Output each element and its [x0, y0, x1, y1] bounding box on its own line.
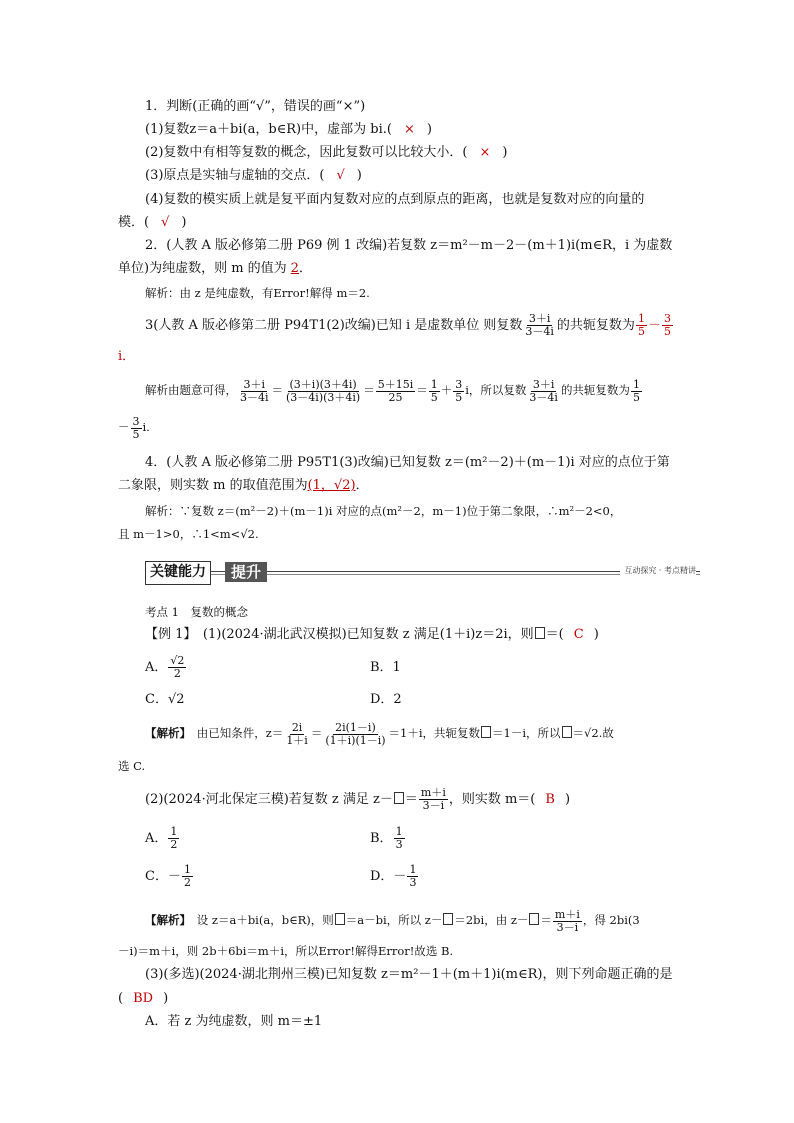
opt-frac: $\frac{1}{3}$ [409, 863, 417, 889]
ex1-option-a [145, 651, 187, 685]
paren: ) [564, 792, 571, 807]
ex1-option-c: C．√2 [145, 692, 185, 707]
q2-solution: 解析：由 z 是纯虚数，有Error!解得 m＝2. [145, 286, 370, 300]
sol-frac: $\frac{2i}{1+i}$ [286, 720, 308, 747]
q3-line1 [145, 311, 674, 341]
q1-item4-line2 [118, 214, 186, 232]
ex2-stem [145, 784, 570, 816]
q1-item4-line1: (4)复数的模实质上就是复平面内复数对应的点到原点的距离，也就是复数对应的向量的 [145, 192, 645, 207]
ex2-answer: B [545, 792, 555, 807]
q3-solution-line1 [145, 373, 643, 407]
paren: ) [356, 168, 362, 183]
sol-frac: $\frac{1}{5}$ [632, 377, 640, 404]
sol-frac: $\frac{3+i}{3-4i}$ [240, 377, 269, 404]
q3-answer-minus: － [647, 318, 661, 333]
ex2-text2: ，则实数 m＝( [448, 792, 536, 807]
conjugate-symbol-icon [529, 913, 539, 925]
opt-label: D．－ [370, 869, 407, 884]
sol-text: 的共轭复数为 [560, 383, 630, 397]
q3-text: 3(人教 A 版必修第二册 P94T1(2)改编)已知 i 是虚数单位 则复数 [145, 318, 523, 333]
ex2-solution-line1 [145, 903, 640, 937]
opt-frac: $\frac{1}{3}$ [395, 825, 403, 851]
sol-text: i. [142, 420, 150, 434]
sol-text: ＝1＋i，共轭复数 [388, 726, 481, 740]
section-header [145, 561, 700, 583]
opt-frac: $\frac{√2}{2}$ [170, 654, 185, 680]
paren: ) [163, 991, 169, 1006]
conjugate-symbol-icon [535, 627, 545, 639]
ex1-answer: C [573, 627, 584, 642]
wrong-mark: × [479, 145, 491, 160]
sol-frac: $\frac{(3+i)(3+4i)}{(3-4i)(3+4i)}$ [286, 377, 361, 404]
solution-label: 【解析】 [145, 726, 186, 740]
ex2-option-a [145, 822, 180, 856]
correct-mark: √ [336, 168, 345, 183]
ex3-answer: BD [133, 991, 154, 1006]
sol-frac: $\frac{3+i}{3-4i}$ [529, 377, 558, 404]
conjugate-symbol-icon [394, 792, 404, 804]
paren: ) [181, 215, 187, 230]
paren: ) [426, 122, 432, 137]
ex1-text: 【例 1】 (1)(2024·湖北武汉模拟)已知复数 z 满足(1＋i)z＝2i，则 [145, 627, 534, 642]
opt-frac: $\frac{1}{2}$ [170, 825, 178, 851]
ex1-option-d: D．2 [370, 692, 402, 707]
q3-fraction: $\frac{3+i}{3-4i}$ [525, 312, 554, 338]
ex2-text: (2)(2024·河北保定三模)若复数 z 满足 z－ [145, 792, 393, 807]
sol-text: ，得 2bi(3 [582, 913, 640, 927]
topic-title: 考点 1 复数的概念 [145, 605, 248, 619]
eq: ＝ [310, 726, 323, 740]
correct-mark: √ [161, 215, 170, 230]
sol-text: ＝1－i，所以 [492, 726, 561, 740]
q4-solution-line2: 且 m－1>0，∴1<m<√2. [118, 527, 259, 541]
q1-item4-text: 模．( [118, 215, 150, 230]
paren: ) [593, 627, 599, 642]
q2-line1: 2．(人教 A 版必修第二册 P69 例 1 改编)若复数 z＝m²－m－2－(m＋1)i(m∈R，i 为虚数 [145, 238, 673, 253]
q1-item1 [145, 121, 432, 139]
q1-item2 [145, 144, 507, 162]
sol-text: ，所以复数 [468, 383, 527, 397]
sol-frac: $\frac{5+15i}{25}$ [377, 377, 414, 404]
period: ． [355, 478, 369, 493]
minus: － [118, 420, 130, 434]
ex1-option-b: B．1 [370, 660, 401, 675]
q4-solution-line1: 解析：∵复数 z＝(m²－2)＋(m－1)i 对应的点(m²－2，m－1)位于第二象限，∴m²－2<0， [145, 504, 622, 518]
ex3-option-a: A．若 z 为纯虚数，则 m＝±1 [145, 1014, 323, 1029]
sol-text: ＝√2.故 [572, 726, 614, 740]
opt-frac: $\frac{1}{2}$ [183, 863, 191, 889]
sol-text: 由已知条件，z＝ [185, 726, 284, 740]
q1-item3-text: (3)原点是实轴与虚轴的交点．( [145, 168, 325, 183]
conjugate-symbol-icon [443, 913, 453, 925]
opt-label: B． [370, 831, 393, 846]
ex2-option-d [370, 860, 419, 894]
ex3-stem-line2 [118, 990, 168, 1008]
q4-line2 [118, 477, 369, 495]
ex1-solution-line2: 选 C. [118, 759, 146, 773]
eq: ＝ [416, 383, 428, 397]
ex3-stem-line1: (3)(多选)(2024·湖北荆州三模)已知复数 z＝m²－1＋(m＋1)i(m∈R)，则下列命题正确的是 [145, 967, 673, 982]
sol-text: 解析由题意可得， [145, 383, 237, 397]
q1-item2-text: (2)复数中有相等复数的概念，因此复数可以比较大小．( [145, 145, 468, 160]
q2-answer: 2 [290, 261, 299, 276]
q4-answer: (1，√2) [307, 478, 356, 493]
ex2-option-c [145, 860, 194, 894]
eq: ＝ [404, 792, 418, 807]
eq: ＝ [540, 913, 552, 927]
q3-answer-fraction2: $\frac{3}{5}$ [663, 312, 671, 338]
sol-frac: $\frac{m+i}{3-i}$ [554, 907, 580, 934]
ex1-solution-line1 [145, 716, 614, 750]
q1-item1-text: (1)复数z＝a＋bi(a，b∈R)中，虚部为 bi.( [145, 122, 392, 137]
wrong-mark: × [403, 122, 415, 137]
eq: ＝ [271, 383, 284, 397]
section-title: 关键能力 [145, 561, 211, 585]
q1-item3 [145, 167, 362, 185]
eq: ＝ [363, 383, 375, 397]
ex1-stem [145, 626, 599, 644]
plus: ＋ [440, 383, 453, 397]
q2-text: 单位)为纯虚数，则 m 的值为 [118, 261, 287, 276]
q3-solution-line2 [118, 412, 150, 442]
q3-answer-tail: i． [118, 349, 136, 364]
i: i [465, 383, 469, 397]
conjugate-symbol-icon [481, 726, 491, 738]
opt-label: A． [145, 831, 168, 846]
q2-line2 [118, 260, 312, 278]
sol-frac: $\frac{1}{5}$ [430, 377, 438, 404]
q4-text: 二象限，则实数 m 的取值范围为 [118, 478, 308, 493]
opt-label: A． [145, 660, 168, 675]
sol-frac: $\frac{2i(1-i)}{(1+i)(1-i)}$ [325, 720, 386, 747]
sol-text: 设 z＝a＋bi(a，b∈R)，则 [185, 913, 334, 927]
conjugate-symbol-icon [562, 726, 572, 738]
q3-answer-fraction1: $\frac{1}{5}$ [637, 312, 645, 338]
sol-text: ＝2bi，由 z－ [454, 913, 529, 927]
ex2-option-b [370, 822, 406, 856]
section-tag: 互动探究 · 考点精讲 [620, 565, 696, 576]
conjugate-symbol-icon [335, 913, 345, 925]
q3-line2 [118, 348, 135, 366]
sol-frac: $\frac{3}{5}$ [132, 414, 140, 441]
q4-line1: 4．(人教 A 版必修第二册 P95T1(3)改编)已知复数 z＝(m²－2)＋(m－1)i 对应的点位于第 [145, 455, 670, 470]
section-title-highlight: 提升 [225, 562, 267, 582]
q3-text2: 的共轭复数为 [556, 318, 635, 333]
paren: ( [118, 991, 124, 1006]
period: ． [298, 261, 312, 276]
paren: ) [502, 145, 508, 160]
ex1-text2: ＝( [545, 627, 564, 642]
sol-frac: $\frac{3}{5}$ [455, 377, 463, 404]
ex2-frac: $\frac{m+i}{3-i}$ [420, 786, 446, 812]
ex2-solution-line2: －i)＝m＋i，则 2b＋6bi＝m＋i，所以Error!解得Error!故选 B. [118, 944, 454, 958]
solution-label: 【解析】 [145, 913, 186, 927]
q1-title: 1．判断(正确的画“√”，错误的画“×”) [145, 99, 366, 114]
sol-text: ＝a－bi，所以 z－ [345, 913, 443, 927]
opt-label: C．－ [145, 869, 181, 884]
